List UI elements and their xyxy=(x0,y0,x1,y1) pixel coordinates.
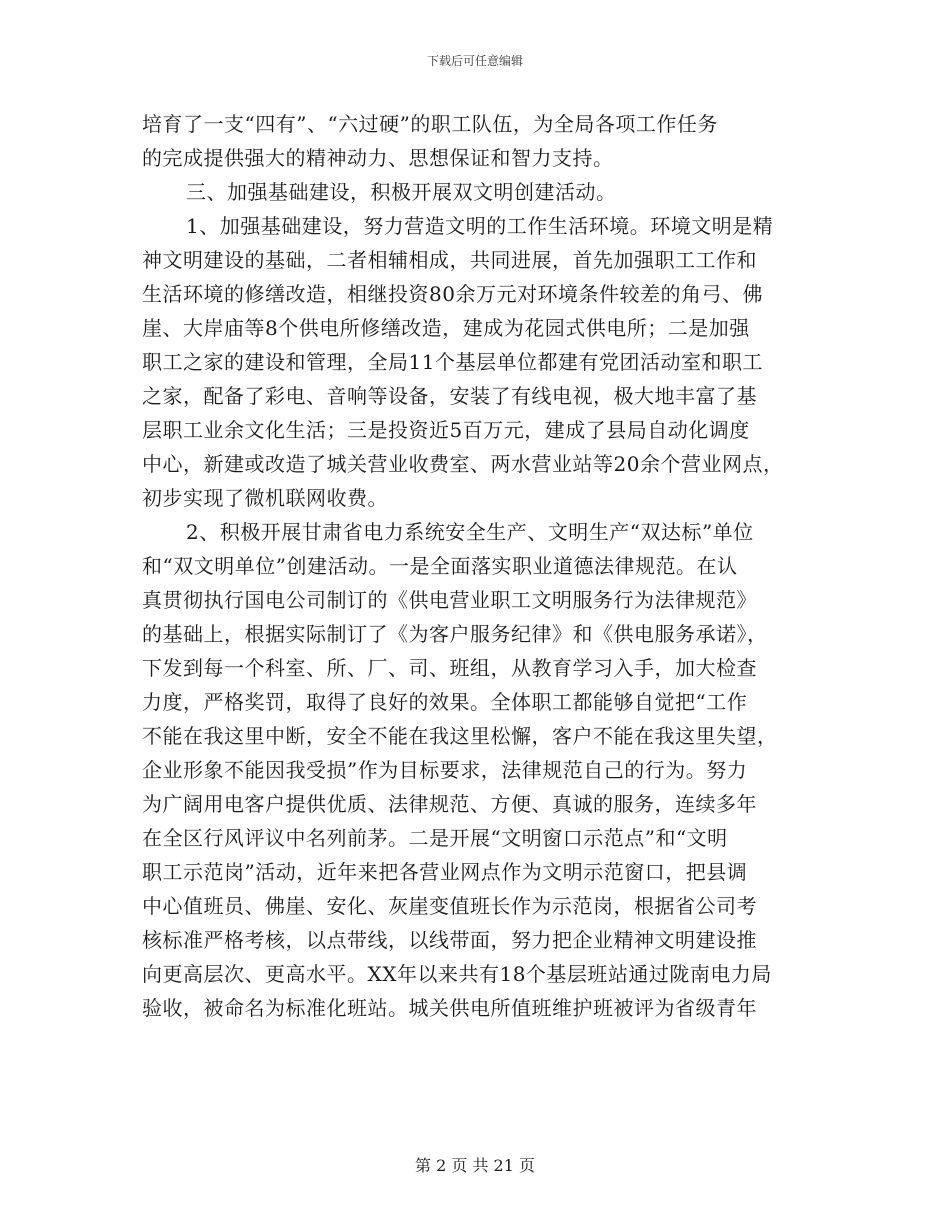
text-line: 在全区行风评议中名列前茅。二是开展“文明窗口示范点”和“文明 xyxy=(142,826,728,850)
document-body xyxy=(142,107,814,1025)
text-line: 中心值班员、佛崖、安化、灰崖变值班长作为示范岗，根据省公司考 xyxy=(142,894,757,918)
text-line: 培育了一支“四有”、“六过硬”的职工队伍，为全局各项工作任务 xyxy=(142,112,718,136)
section-heading: 三、加强基础建设，积极开展双文明创建活动。 xyxy=(186,180,617,204)
text-line: 之家，配备了彩电、音响等设备，安装了有线电视，极大地丰富了基 xyxy=(142,384,757,408)
text-line: 神文明建设的基础，二者相辅相成，共同进展，首先加强职工工作和 xyxy=(142,248,757,272)
text-line: 职工之家的建设和管理，全局11个基层单位都建有党团活动室和职工 xyxy=(142,350,763,374)
text-line: 下发到每一个科室、所、厂、司、班组，从教育学习入手，加大检查 xyxy=(142,656,757,680)
text-line: 企业形象不能因我受损”作为目标要求，法律规范自己的行为。努力 xyxy=(142,758,748,782)
paragraph-start: 2、积极开展甘肃省电力系统安全生产、文明生产“双达标”单位 xyxy=(186,520,754,544)
text-line: 层职工业余文化生活；三是投资近5百万元，建成了县局自动化调度 xyxy=(142,418,750,442)
text-line: 生活环境的修缮改造，相继投资80余万元对环境条件较差的角弓、佛 xyxy=(142,282,763,306)
text-line: 中心，新建或改造了城关营业收费室、两水营业站等20余个营业网点， xyxy=(142,452,784,476)
page-number-footer: 第 2 页 共 21 页 xyxy=(415,1156,535,1175)
paragraph-start: 1、加强基础建设，努力营造文明的工作生活环境。环境文明是精 xyxy=(186,214,774,238)
text-line: 初步实现了微机联网收费。 xyxy=(142,486,388,510)
text-line: 真贯彻执行国电公司制订的《供电营业职工文明服务行为法律规范》 xyxy=(142,588,757,612)
text-line: 向更高层次、更高水平。XX年以来共有18个基层班站通过陇南电力局 xyxy=(142,962,772,986)
text-line: 核标准严格考核，以点带线，以线带面，努力把企业精神文明建设推 xyxy=(142,928,757,952)
text-line: 为广阔用电客户提供优质、法律规范、方便、真诚的服务，连续多年 xyxy=(142,792,757,816)
text-line: 和“双文明单位”创建活动。一是全面落实职业道德法律规范。在认 xyxy=(142,554,738,578)
text-line: 职工示范岗”活动，近年来把各营业网点作为文明示范窗口，把县调 xyxy=(142,860,748,884)
text-line: 不能在我这里中断，安全不能在我这里松懈，客户不能在我这里失望， xyxy=(142,724,778,748)
page-header-note: 下载后可任意编辑 xyxy=(426,54,523,68)
text-line: 的完成提供强大的精神动力、思想保证和智力支持。 xyxy=(142,146,614,170)
text-line: 验收，被命名为标准化班站。城关供电所值班维护班被评为省级青年 xyxy=(142,996,757,1020)
text-line: 崖、大岸庙等8个供电所修缮改造，建成为花园式供电所；二是加强 xyxy=(142,316,750,340)
text-line: 的基础上，根据实际制订了《为客户服务纪律》和《供电服务承诺》， xyxy=(142,622,768,646)
text-line: 力度，严格奖罚，取得了良好的效果。全体职工都能够自觉把“工作 xyxy=(142,690,748,714)
